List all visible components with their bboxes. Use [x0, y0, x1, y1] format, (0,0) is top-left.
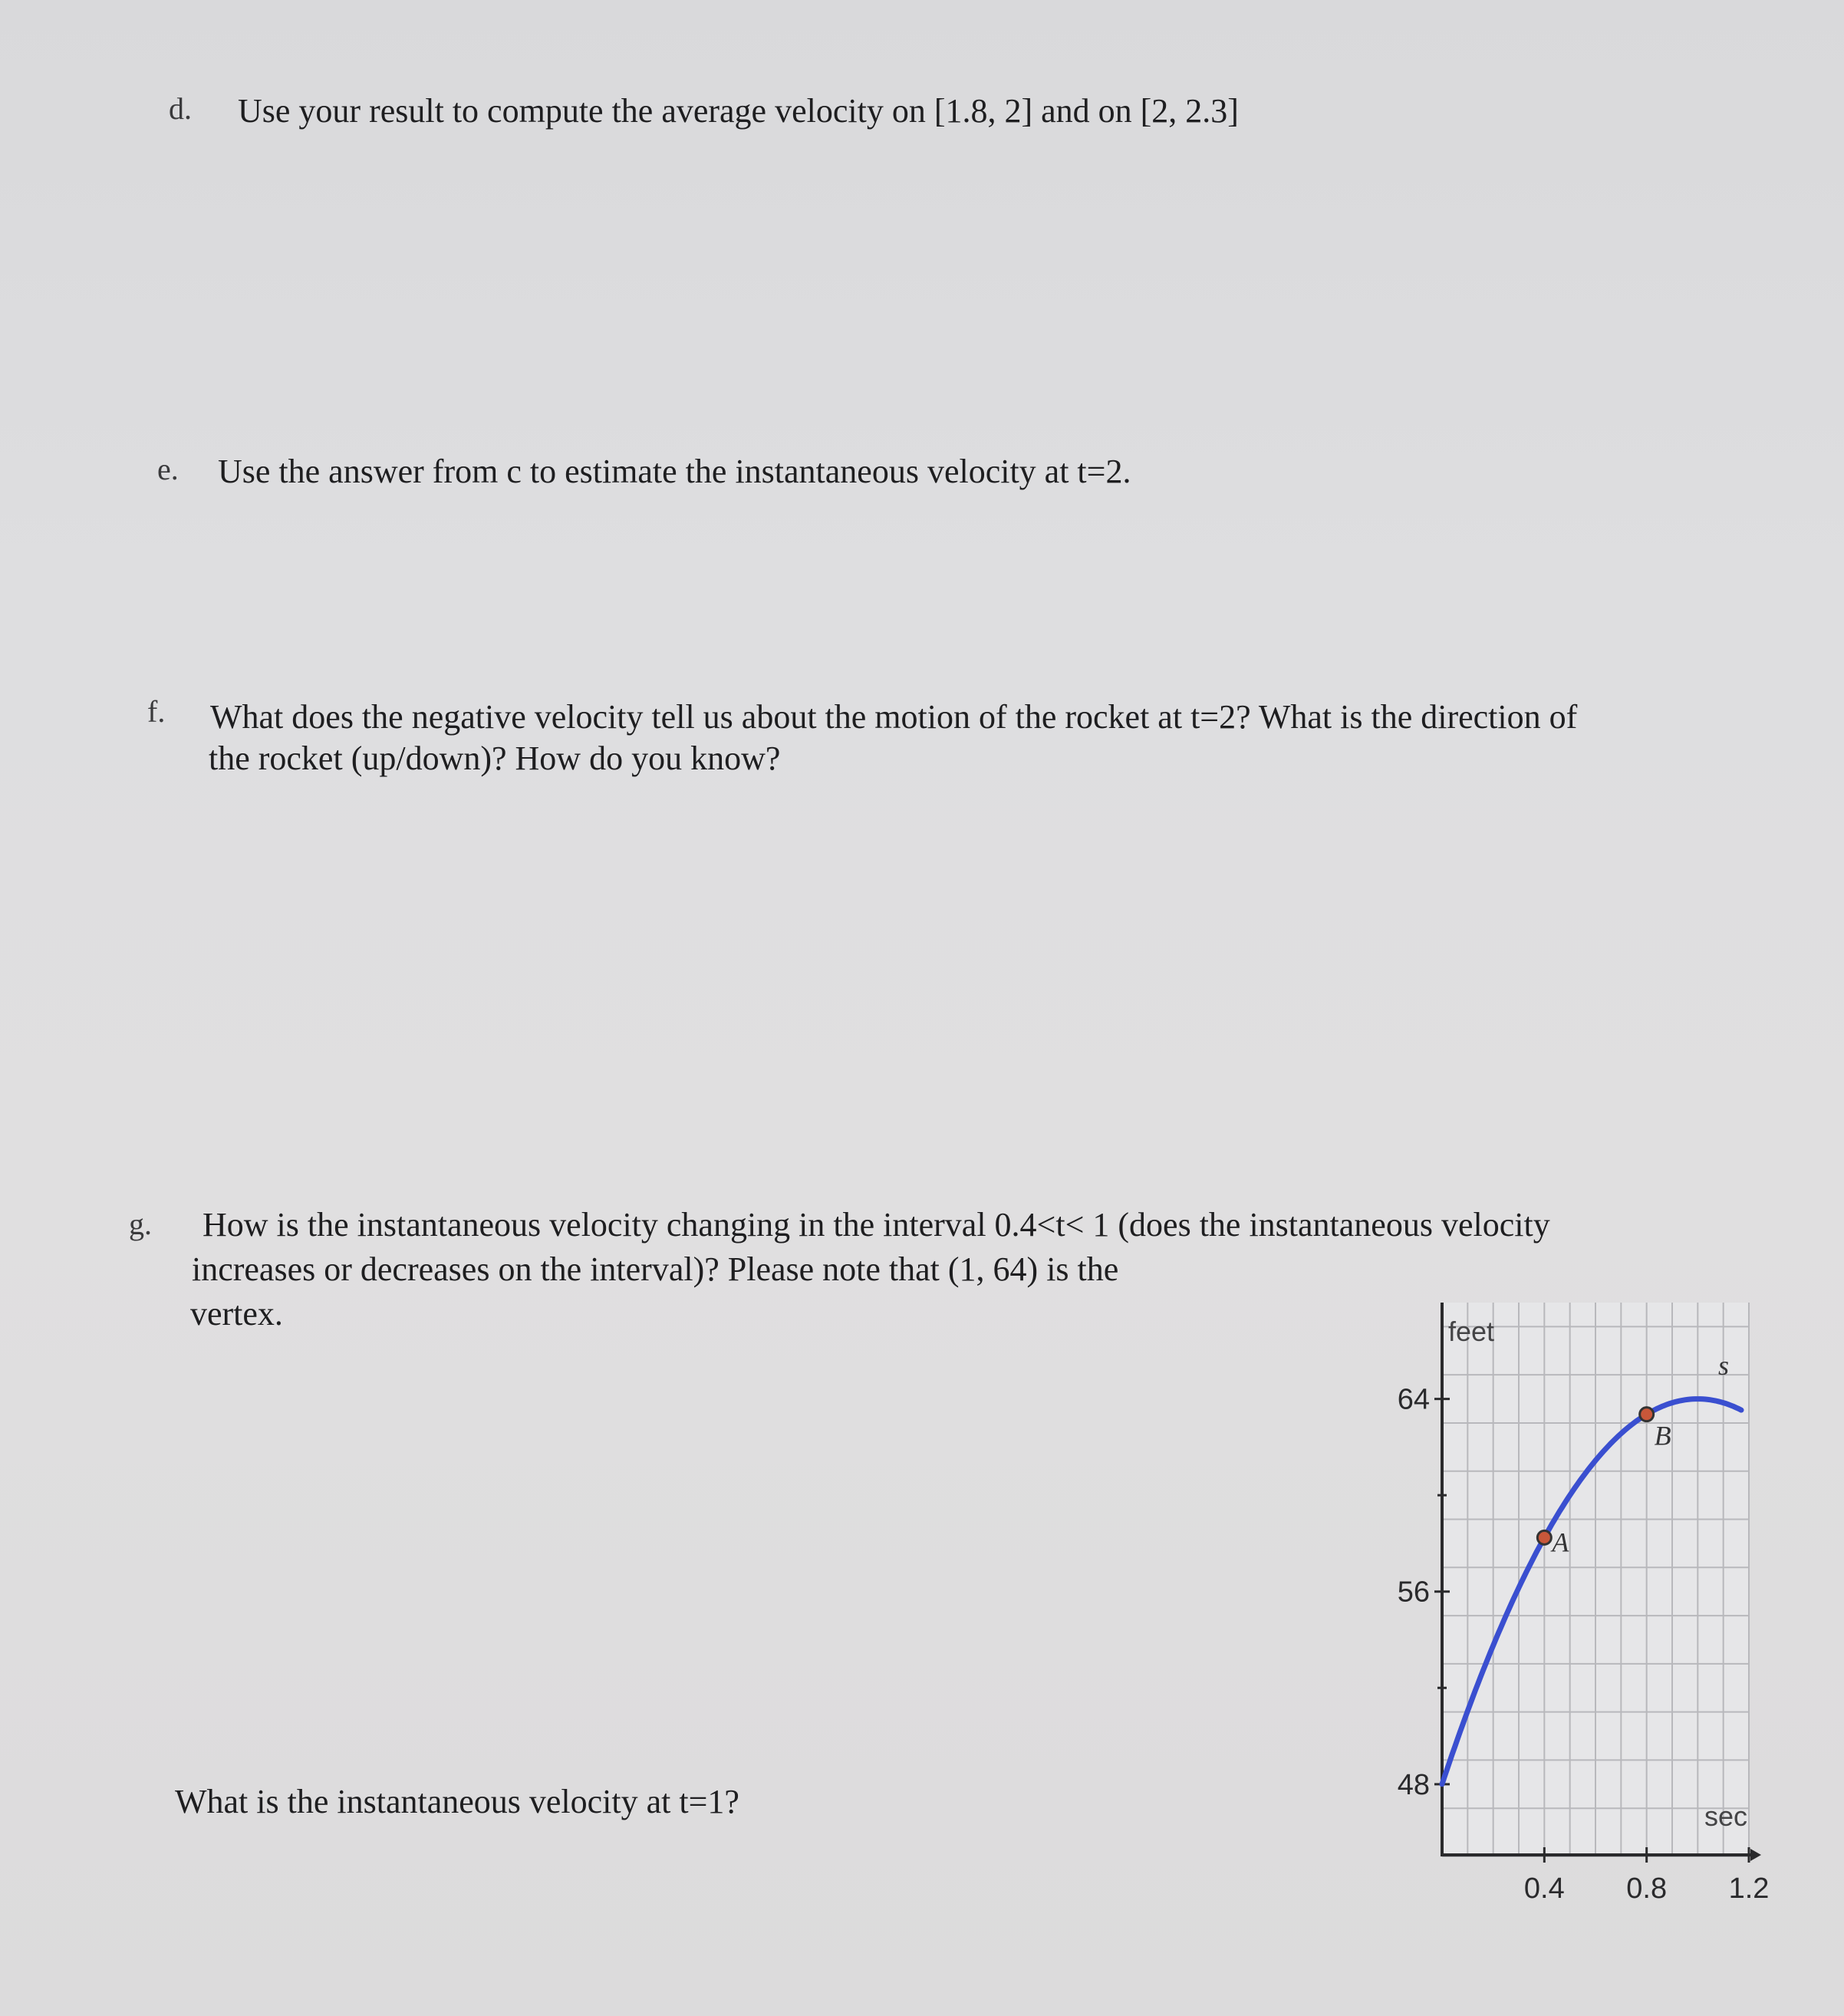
x-tick-label: 1.2 [1728, 1873, 1770, 1902]
question-e-text: Use the answer from c to estimate the instantaneous velocity at t=2. [218, 453, 1131, 490]
y-axis-label: feet [1448, 1316, 1495, 1347]
position-time-graph [1358, 1289, 1818, 1902]
question-g-letter: g. [129, 1207, 152, 1241]
question-f-letter: f. [147, 694, 166, 729]
question-d-letter: d. [169, 91, 192, 126]
x-tick-label: 0.8 [1626, 1873, 1668, 1902]
point-b [1640, 1408, 1654, 1421]
curve-label-s: s [1718, 1350, 1730, 1381]
question-f-line1: What does the negative velocity tell us about the motion of the rocket at t=2? What is the direction of [210, 698, 1578, 736]
question-e-letter: e. [157, 452, 179, 486]
question-g-line2: increases or decreases on the interval)? Please note that (1, 64) is the [192, 1250, 1119, 1288]
x-tick-label: 0.4 [1523, 1873, 1565, 1902]
question-d-text: Use your result to compute the average velocity on [1.8, 2] and on [2, 2.3] [238, 92, 1239, 130]
x-axis-label: sec [1704, 1800, 1748, 1832]
point-label-b: B [1654, 1420, 1671, 1451]
x-axis-arrow [1750, 1849, 1761, 1861]
question-f-line2: the rocket (up/down)? How do you know? [209, 740, 781, 777]
question-g-followup: What is the instantaneous velocity at t=1? [175, 1783, 739, 1820]
y-tick-label: 64 [1397, 1383, 1430, 1416]
question-g-line3: vertex. [190, 1295, 283, 1332]
y-tick-label: 56 [1397, 1576, 1430, 1609]
point-label-a: A [1552, 1527, 1569, 1558]
point-a [1537, 1530, 1551, 1544]
y-tick-label: 48 [1397, 1768, 1430, 1801]
question-g-line1: How is the instantaneous velocity changing in the interval 0.4<t< 1 (does the instantaneous velocity [203, 1206, 1550, 1244]
